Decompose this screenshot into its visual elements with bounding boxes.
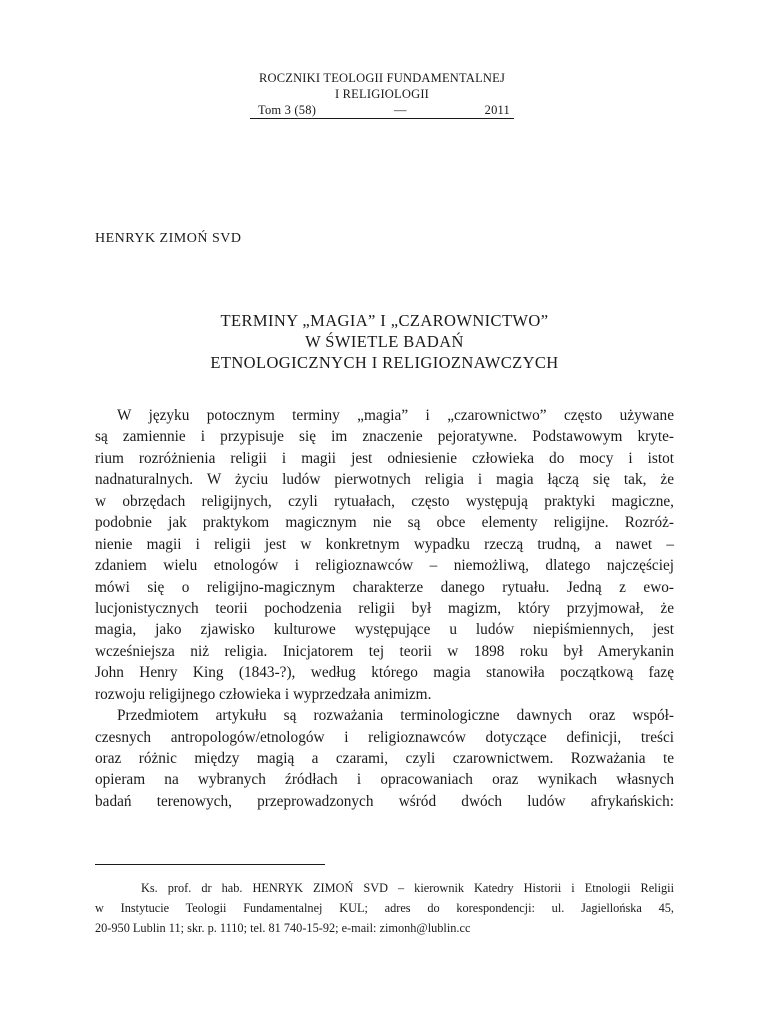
volume-line (250, 102, 514, 119)
body-line: opieram na wybranych źródłach i opracowaniach oraz wynikach własnych (95, 771, 674, 789)
journal-header (250, 70, 514, 119)
body-line: lucjonistycznych teorii pochodzenia religii był magizm, który przyjmował, że (95, 599, 674, 617)
body-line: nienie magii i religii jest w konkretnym wypadku rzeczą trudną, a nawet – (95, 535, 674, 553)
body-line: w obrzędach religijnych, czyli rytuałach, często występują praktyki magiczne, (95, 492, 674, 510)
body-line: są zamiennie i przypisuje się im znaczenie pejoratywne. Podstawowym kryte- (95, 428, 674, 446)
article-title (95, 310, 674, 373)
footnote-line: w Instytucie Teologii Fundamentalnej KUL; adres do korespondencji: ul. Jagiellońska 45, (95, 901, 674, 915)
article-author: HENRYK ZIMOŃ SVD (95, 231, 242, 246)
title-line: W ŚWIETLE BADAŃ (305, 332, 464, 351)
body-line: badań terenowych, przeprowadzonych wśród dwóch ludów afrykańskich: (95, 792, 674, 810)
body-line: zdaniem wielu etnologów i religioznawców – niemożliwą, dlatego najczęściej (95, 557, 674, 575)
footnote-line: Ks. prof. dr hab. HENRYK ZIMOŃ SVD – kierownik Katedry Historii i Etnologii Religii (141, 881, 674, 895)
body-line: rium rozróżnienia religii i magii jest odniesienie człowieka do mocy i istot (95, 449, 674, 467)
footnote-line: 20-950 Lublin 11; skr. p. 1110; tel. 81 740-15-92; e-mail: zimonh@lublin.cc (95, 921, 471, 935)
body-line: wcześniejsza niż religia. Inicjatorem tej teorii w 1898 roku był Amerykanin (95, 642, 674, 660)
journal-title-line1: ROCZNIKI TEOLOGII FUNDAMENTALNEJ (258, 71, 506, 85)
body-line: John Henry King (1843-?), według którego magia stanowiła początkową fazę (95, 664, 674, 682)
body-line: W języku potocznym terminy „magia” i „czarownictwo” często używane (117, 407, 674, 424)
title-line: TERMINY „MAGIA” I „CZAROWNICTWO” (220, 311, 549, 330)
body-line: nadnaturalnych. W życiu ludów pierwotnych religia i magia łączą się tak, że (95, 471, 674, 489)
body-line: magia, jako zjawisko kulturowe występujące u ludów niepiśmiennych, jest (95, 621, 674, 639)
body-line: podobnie jak praktykom magicznym nie są obce elementy religijne. Rozróż- (95, 514, 674, 532)
title-line: ETNOLOGICZNYCH I RELIGIOZNAWCZYCH (210, 353, 559, 372)
author-footnote (95, 878, 674, 938)
body-line: czesnych antropologów/etnologów i religioznawców dotyczące definicji, treści (95, 728, 674, 746)
journal-title-line2: I RELIGIOLOGII (334, 87, 430, 101)
body-line: oraz różnic między magią a czarami, czyli czarownictwem. Rozważania te (95, 750, 674, 767)
article-body (95, 405, 674, 812)
body-line: Przedmiotem artykułu są rozważania terminologiczne dawnych oraz współ- (117, 707, 674, 725)
footnote-separator (95, 864, 325, 865)
body-line: mówi się o religijno-magicznym charakterze danego rytuału. Jedną z ewo- (95, 578, 674, 596)
body-line: rozwoju religijnego człowieka i wyprzedzała animizm. (95, 685, 432, 703)
volume-number: Tom 3 (58) (258, 103, 317, 117)
volume-year: 2011 (484, 103, 510, 117)
volume-dash: — (394, 103, 407, 117)
